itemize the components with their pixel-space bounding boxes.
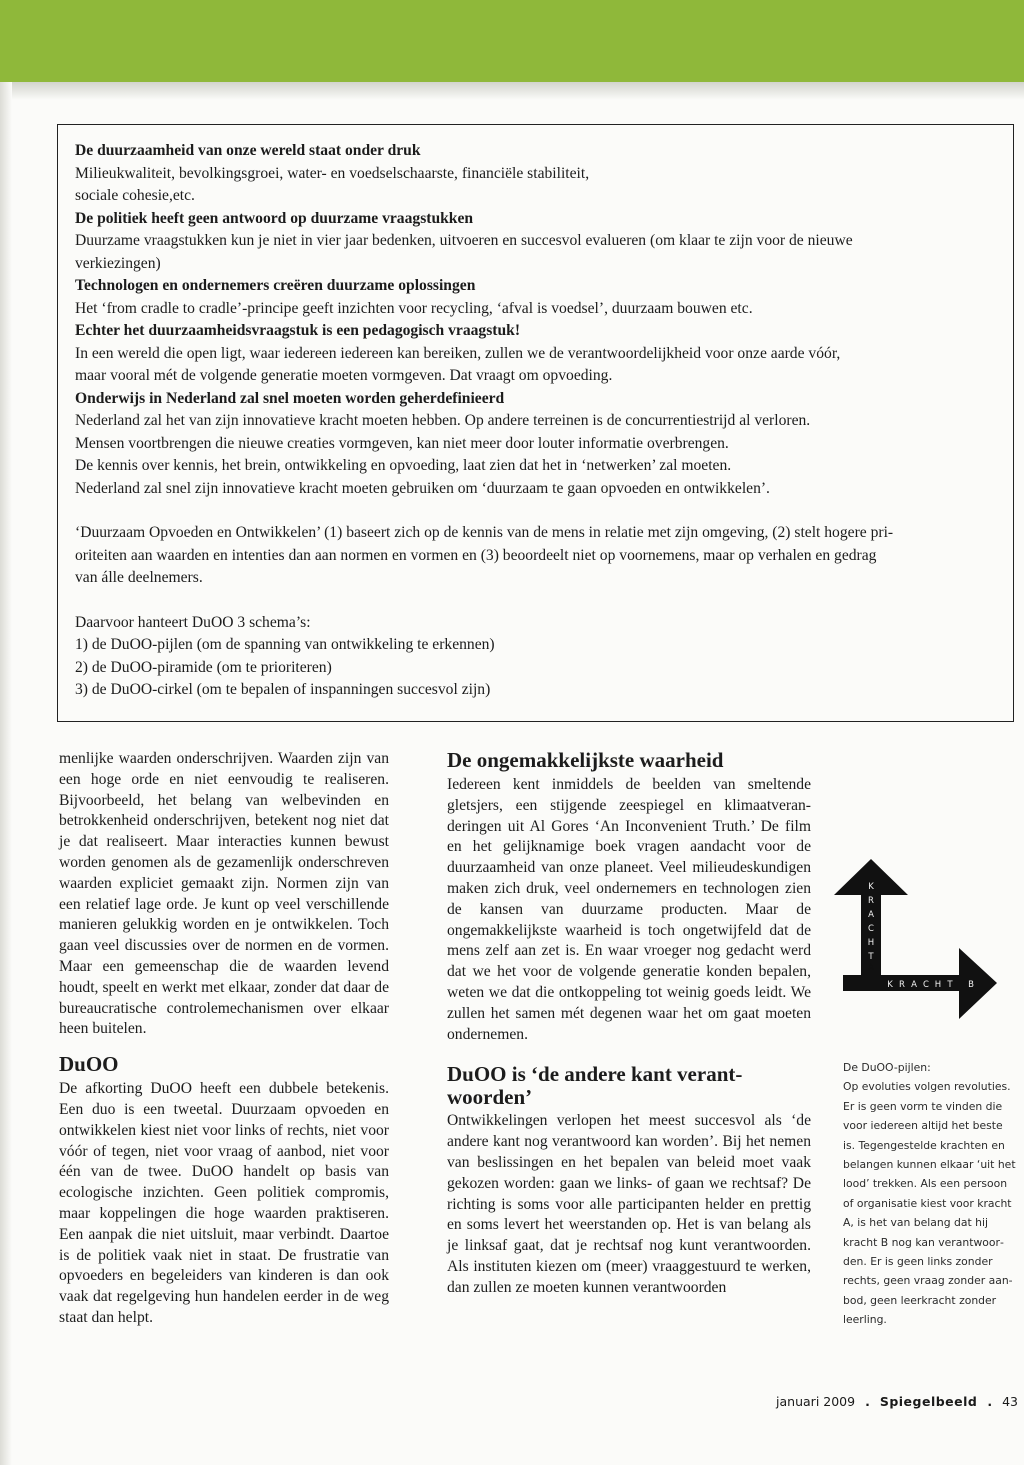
box-line: maar vooral mét de volgende generatie moeten vormgeven. Dat vraagt om opvoeding.	[75, 367, 613, 384]
left-intro-paragraph: menlijke waarden onderschrijven. Waarden zijn van een hoge orde en niet eenvoudig te realiseren. Bijvoorbeeld, het belang van welbevinden en betrokkenheid onderschrijven, betekent nog niet dat je dat realiseert. Maar interacties kunnen bewust worden genomen als de gezamenlijk onderschreven waarden expliciet gemaakt zijn. Normen zijn van een relatief lage orde. Je kunt op veel verschillende manieren gelukkig worden en je ontwikkelen. Toch gaan veel discussies over de normen en de vormen. Maar een gemeenschap die de waarden levend houdt, speelt en werkt met elkaar, zonder dat daar de bureaucratische controlemechanismen over elkaar heen buitelen.	[59, 750, 389, 1038]
box-heading: De duurzaamheid van onze wereld staat onder druk	[75, 142, 421, 159]
andere-kant-paragraph: Ontwikkelingen verlopen het meest succesvol als ‘de andere kant nog verantwoord kan worden’. Bij het nemen van beslissingen en het bepalen van beleid moet vaak gekozen worden: gaan we links- of gaan we rechtsaf? De richting is soms voor alle participanten helder en prettig en soms levert het weerstanden op. Het is van belang als je linksaf gaat, dat je rechtsaf nog kunt verantwoorden. Als instituten kiezen om (meer) vraaggestuurd te werken, dan zullen ze moeten kunnen verantwoorden	[447, 1112, 811, 1296]
box-line: Duurzame vraagstukken kun je niet in vier jaar bedenken, uitvoeren en succesvol evalueren (om klaar te zijn voor de nieuwe	[75, 232, 853, 249]
box-heading: Onderwijs in Nederland zal snel moeten worden geherdefinieerd	[75, 389, 505, 407]
footer-separator: .	[865, 1394, 870, 1409]
box-line: In een wereld die open ligt, waar iedereen iedereen kan bereiken, zullen we de verantwoordelijkheid voor onze aarde vóór,	[75, 344, 841, 362]
svg-text:A: A	[868, 910, 874, 920]
svg-text:R: R	[899, 980, 905, 990]
page-footer	[776, 1394, 1018, 1409]
box-line: Nederland zal het van zijn innovatieve kracht moeten hebben. Op andere terreinen is de concurrentiestrijd al verloren.	[75, 412, 811, 429]
svg-text:B: B	[968, 980, 974, 990]
box-line: De kennis over kennis, het brein, ontwikkeling en opvoeding, laat zien dat het in ‘netwerken’ zal moeten.	[75, 457, 732, 474]
box-line: van álle deelnemers.	[75, 569, 203, 586]
caption-text: Op evoluties volgen revoluties. Er is geen vorm te vinden die voor iedereen altijd het beste is. Tegengestelde krachten en belangen kunnen elkaar ‘uit het lood’ trekken. Als een persoon of organisatie kiest voor kracht A, is het van belang dat hij kracht B nog kan verantwoorden. Er is geen links zonder rechts, geen vraag zonder aanbod, geen leerkracht zonder leerling.	[843, 1080, 1016, 1327]
header-shadow	[0, 82, 1024, 100]
page-number: 43	[1002, 1394, 1018, 1409]
box-line: 2) de DuOO-piramide (om te prioriteren)	[75, 658, 332, 676]
left-column	[59, 749, 389, 1329]
svg-text:C: C	[923, 980, 929, 990]
box-line: Mensen voortbrengen die nieuwe creaties vormgeven, kan niet meer door louter informatie overbrengen.	[75, 434, 729, 452]
duoo-arrows-diagram	[834, 859, 1000, 1021]
box-line: 1) de DuOO-pijlen (om de spanning van ontwikkeling te erkennen)	[75, 636, 495, 653]
svg-text:A: A	[868, 963, 874, 973]
summary-box	[57, 124, 1014, 722]
box-line: Daarvoor hanteert DuOO 3 schema’s:	[75, 613, 311, 631]
arrows-caption	[843, 1058, 1016, 1330]
svg-text:K: K	[887, 980, 893, 990]
box-line: Milieukwaliteit, bevolkingsgroei, water- en voedselschaarste, financiële stabiliteit,	[75, 164, 590, 182]
box-line: 3) de DuOO-cirkel (om te bepalen of inspanningen succesvol zijn)	[75, 681, 491, 698]
publication-name: Spiegelbeeld	[879, 1394, 978, 1409]
svg-text:C: C	[868, 924, 874, 934]
caption-title: De DuOO-pijlen:	[843, 1061, 931, 1074]
duoo-paragraph: De afkorting DuOO heeft een dubbele betekenis. Een duo is een tweetal. Duurzaam opvoeden en ontwikkelen kiest niet voor links of rechts, niet voor vóór of tegen, niet voor vraag of aanbod, niet voor één van de twee. DuOO handelt op basis van ecologische inzichten. Geen politiek compromis, maar koppelingen die hoge waarden praktiseren. Een aanpak die niet uitsluit, maar verbindt. Daartoe is de politiek vaak niet in staat. De frustratie van opvoeders en begeleiders van kinderen is dan ook vaak dat regelgeving hun handelen eerder in de weg staat dan helpt.	[59, 1080, 389, 1326]
box-line: ‘Duurzaam Opvoeden en Ontwikkelen’ (1) baseert zich op de kennis van de mens in relatie met zijn omgeving, (2) stelt hogere pri-	[75, 524, 894, 541]
svg-text:H: H	[934, 980, 942, 990]
box-heading: Technologen en ondernemers creëren duurzame oplossingen	[75, 277, 476, 294]
ongemakkelijkste-waarheid-paragraph: Iedereen kent inmiddels de beelden van smeltende gletsjers, een stijgende zeespiegel en klimaatveranderingen uit Al Gores ‘An Inconvenient Truth.’ De film en het gelijknamige boek vragen aandacht voor de duurzaamheid van onze planeet. Veel milieudeskundigen maken zich druk, veel ondernemers en technologen zien de kansen van duurzame producten. Maar de ongemakkelijkste waarheid is toch ongetwijfeld dat de mens zelf aan zet is. En waar vroeger nog gedacht werd dat we het voor de volgende generatie konden bepalen, weten we dat die ontkoppeling tot weinig goeds leidt. We zullen het samen mét degenen waar het om gaat moeten ondernemen.	[447, 776, 811, 1043]
box-line: Nederland zal snel zijn innovatieve kracht moeten gebruiken om ‘duurzaam te gaan opvoeden en ontwikkelen’.	[75, 479, 770, 497]
kracht-a-letters	[867, 882, 874, 973]
box-line: verkiezingen)	[75, 254, 161, 272]
page-edge-shadow	[0, 82, 12, 1465]
box-line: sociale cohesie,etc.	[75, 187, 195, 204]
box-heading: De politiek heeft geen antwoord op duurzame vraagstukken	[75, 209, 474, 227]
box-line: oriteiten aan waarden en intenties dan aan normen en vormen en (3) beoordeelt niet op voornemens, maar op verhalen en gedrag	[75, 546, 877, 564]
box-line: Het ‘from cradle to cradle’-principe geeft inzichten voor recycling, ‘afval is voedsel’, duurzaam bouwen etc.	[75, 299, 753, 317]
ongemakkelijkste-waarheid-heading: De ongemakkelijkste waarheid	[447, 748, 724, 772]
box-spacer	[75, 590, 1013, 612]
svg-text:R: R	[868, 896, 874, 906]
svg-text:K: K	[868, 882, 874, 892]
box-heading: Echter het duurzaamheidsvraagstuk is een pedagogisch vraagstuk!	[75, 322, 521, 339]
footer-separator: .	[987, 1394, 993, 1409]
svg-text:H: H	[867, 938, 875, 948]
issue-date: januari 2009	[776, 1394, 856, 1409]
green-header-band	[0, 0, 1024, 82]
duoo-heading: DuOO	[59, 1052, 119, 1077]
svg-text:T: T	[868, 952, 874, 962]
middle-column	[447, 749, 811, 1299]
svg-text:T: T	[947, 980, 953, 990]
svg-text:A: A	[911, 980, 917, 990]
box-spacer	[75, 500, 1013, 522]
andere-kant-heading: DuOO is ‘de andere kant verantwoorden’	[447, 1062, 743, 1110]
